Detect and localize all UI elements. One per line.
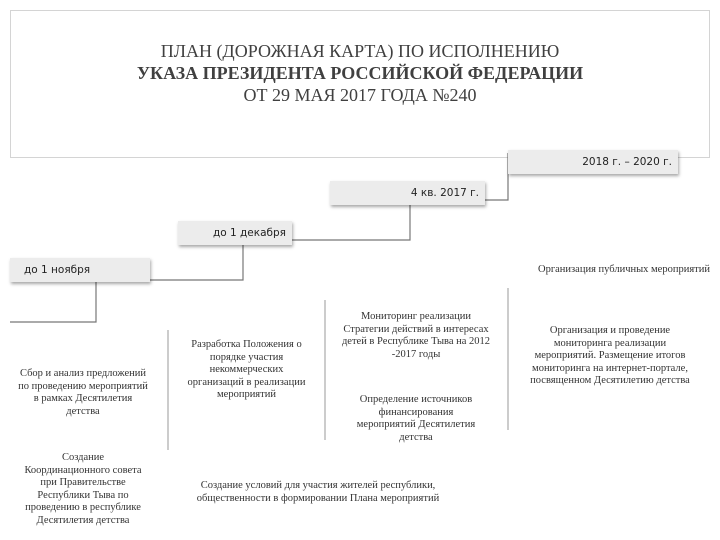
block-line: организаций в реализации [187, 376, 306, 388]
block-line: мероприятий Десятилетия [356, 419, 476, 430]
block-line: детей в Республике Тыва на 2012 [341, 336, 491, 347]
block-line: Мониторинг реализации [361, 311, 471, 322]
block-line: проведению в республике [25, 502, 141, 513]
block-line: мероприятий [217, 389, 276, 400]
block-line: детства [66, 405, 100, 417]
title-line-2: УКАЗА ПРЕЗИДЕНТА РОССИЙСКОЙ ФЕДЕРАЦИИ [136, 63, 584, 83]
block-line: Организация и проведение [549, 325, 671, 336]
stage-4q-2017 [330, 181, 485, 205]
stage-label: до 1 ноября [24, 264, 91, 276]
block-col3-b [325, 394, 507, 444]
block-line: Стратегии действий в интересах [343, 323, 489, 335]
title-line-3: ОТ 29 МАЯ 2017 ГОДА №240 [243, 85, 477, 105]
block-line: в рамках Десятилетия [33, 393, 133, 404]
block-line: Сбор и анализ предложений [19, 368, 147, 379]
block-line: -2017 годы [391, 348, 441, 360]
block-line: посвященном Десятилетию детства [530, 375, 690, 386]
block-line: Создание условий для участия жителей республики, [200, 480, 436, 491]
stage-2018-2020 [508, 150, 678, 174]
block-line: Разработка Положения о [191, 339, 302, 350]
block-line: детства [399, 431, 433, 443]
block-col3-a [325, 311, 507, 361]
stage-label: 4 кв. 2017 г. [410, 187, 479, 199]
block-col4-a [510, 325, 710, 388]
block-line: мероприятий. Размещение итогов [534, 350, 686, 361]
block-line: Республики Тыва по [37, 489, 129, 501]
block-line: Создание [61, 452, 105, 463]
block-col2-a [170, 339, 323, 402]
block-line: финансирования [378, 406, 454, 418]
block-line: некоммерческих [209, 364, 284, 375]
block-line: по проведению мероприятий [18, 380, 148, 392]
stage-label: до 1 декабря [213, 227, 286, 239]
block-line: общественности в формировании Плана мероприятий [196, 492, 440, 504]
block-line: Десятилетия детства [36, 514, 130, 526]
top-right-label: Организация публичных мероприятий [538, 264, 710, 275]
block-line: при Правительстве [40, 477, 126, 488]
block-line: мониторинга на интернет-портале, [532, 362, 688, 374]
block-line: Координационного совета [24, 464, 142, 476]
stage-dec-1 [178, 221, 292, 245]
block-line: мониторинга реализации [553, 337, 667, 349]
stage-label: 2018 г. – 2020 г. [582, 156, 672, 168]
block-col1-b [0, 452, 166, 527]
stage-nov-1 [10, 258, 150, 282]
block-line: Определение источников [359, 394, 473, 405]
block-col23-b [168, 480, 468, 505]
title-line-1: ПЛАН (ДОРОЖНАЯ КАРТА) ПО ИСПОЛНЕНИЮ [160, 41, 560, 61]
block-col1-a [0, 368, 166, 418]
block-line: порядке участия [209, 351, 284, 363]
